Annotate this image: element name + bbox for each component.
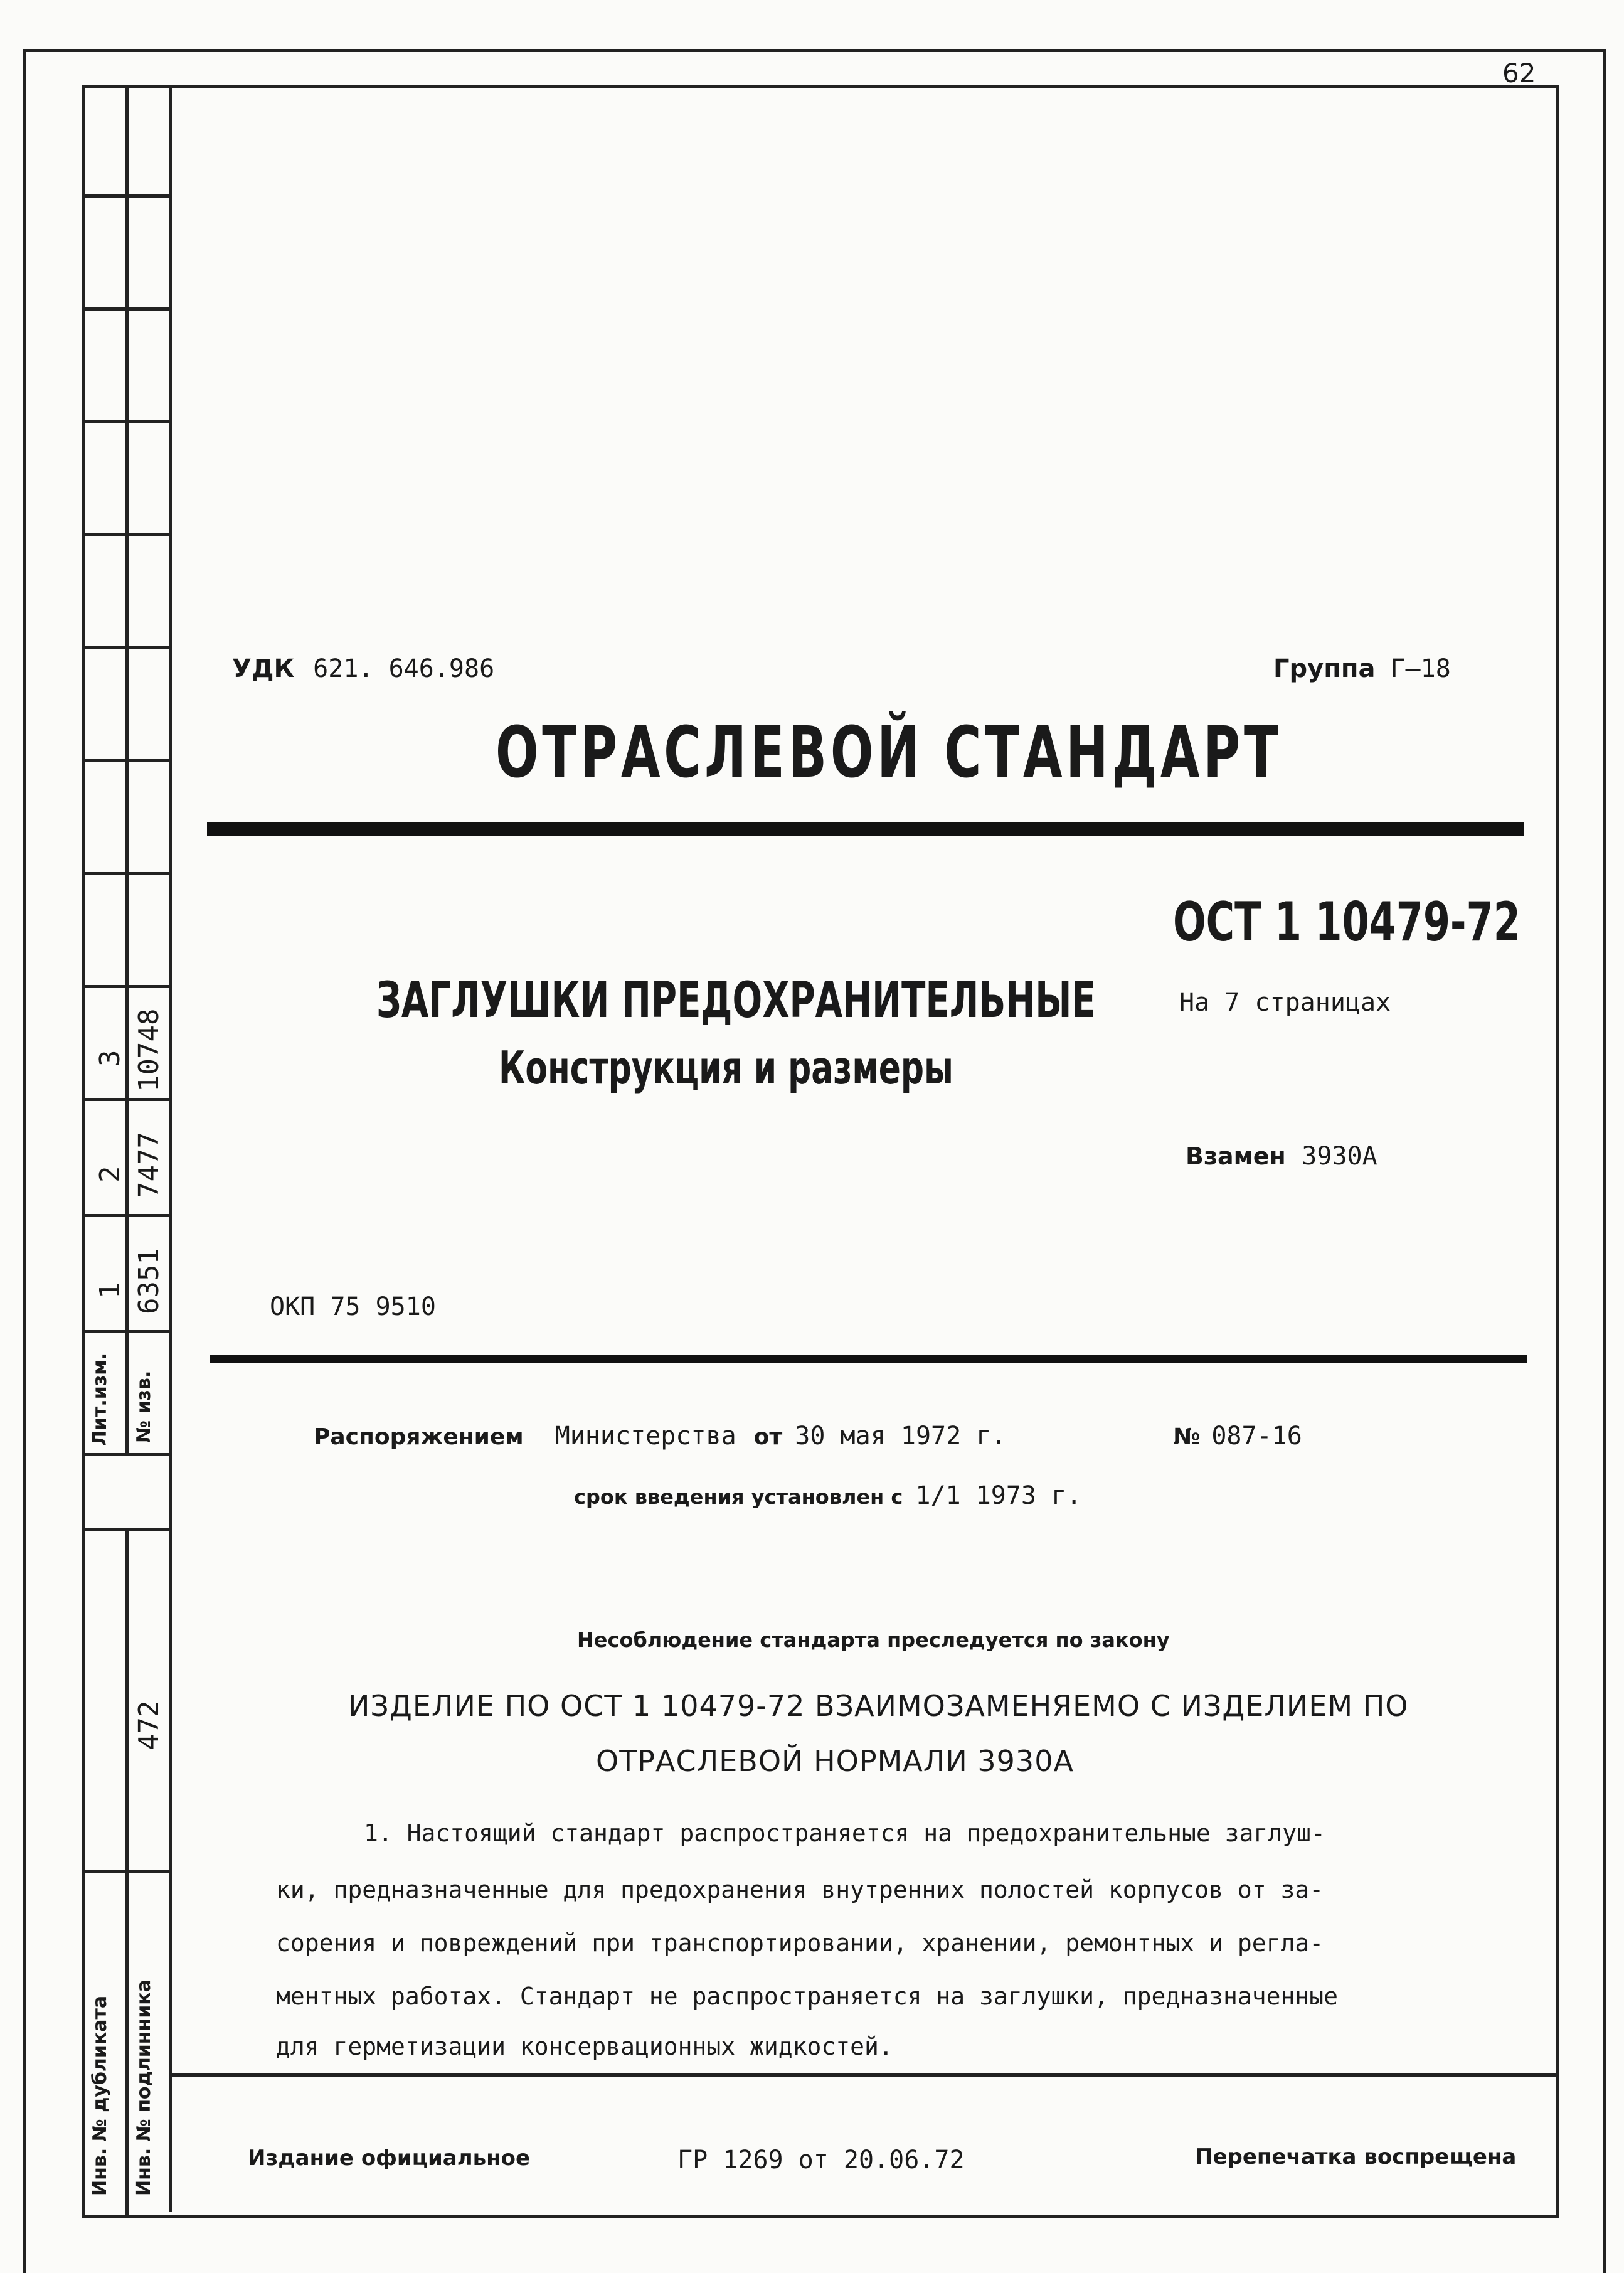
- order-from: от: [753, 1424, 783, 1450]
- intro-date: [574, 1481, 1081, 1510]
- order-date: 30 мая 1972 г.: [795, 1422, 1007, 1451]
- udk-label: УДК: [232, 654, 295, 683]
- order-number: [1173, 1421, 1302, 1451]
- num-label: № изв.: [133, 1370, 155, 1443]
- change-num-2: 7477: [133, 1132, 165, 1198]
- paragraph-line: ки, предназначенные для предохранения внутренних полостей корпусов от за-: [276, 1876, 1324, 1903]
- product-subtitle: Конструкция и размеры: [499, 1041, 953, 1094]
- change-num-1: 6351: [133, 1248, 165, 1314]
- side-cell-line: [82, 759, 172, 762]
- change-lit-2: 2: [94, 1166, 126, 1183]
- product-title: ЗАГЛУШКИ ПРЕДОХРАНИТЕЛЬНЫЕ: [376, 972, 1096, 1029]
- side-cell-line: [82, 1214, 172, 1217]
- footer-divider: [172, 2073, 1556, 2077]
- side-cell-line: [82, 1870, 172, 1873]
- header-rule: [210, 1355, 1527, 1363]
- okp-code: ОКП 75 9510: [270, 1292, 436, 1321]
- group-label: Группа: [1273, 654, 1376, 683]
- paragraph-line: 1. Настоящий стандарт распространяется на предохранительные заглуш-: [364, 1819, 1325, 1847]
- side-cell-line: [82, 1098, 172, 1101]
- side-cell-line: [82, 1453, 172, 1456]
- order-line: [314, 1421, 1006, 1451]
- replaces-value: 3930А: [1302, 1142, 1377, 1171]
- orig-inv-value: 472: [133, 1700, 165, 1750]
- side-cell-line: [82, 646, 172, 649]
- dup-inv-label: Инв. № дубликата: [89, 1995, 111, 2196]
- order-label: Распоряжением: [314, 1424, 524, 1450]
- order-number-value: 087-16: [1211, 1422, 1302, 1451]
- law-notice: Несоблюдение стандарта преследуется по закону: [577, 1628, 1170, 1652]
- change-lit-3: 3: [94, 1050, 126, 1067]
- paragraph-line: сорения и повреждений при транспортировании, хранении, ремонтных и регла-: [276, 1929, 1324, 1957]
- page-number: 62: [1502, 58, 1536, 88]
- replaces-label: Взамен: [1186, 1142, 1286, 1170]
- side-cell-line: [82, 194, 172, 198]
- order-authority: Министерства: [555, 1422, 736, 1451]
- interchange-line-2: ОТРАСЛЕВОЙ НОРМАЛИ 3930А: [596, 1744, 1074, 1778]
- orig-inv-label: Инв. № подлинника: [133, 1979, 155, 2196]
- change-lit-1: 1: [94, 1282, 126, 1299]
- standard-number: ОСТ 1 10479-72: [1173, 891, 1521, 954]
- side-cell-line: [82, 1528, 172, 1531]
- side-table-divider: [125, 85, 129, 1453]
- paragraph-line: для герметизации консервационных жидкостей.: [276, 2033, 893, 2060]
- intro-date-label: срок введения установлен с: [574, 1485, 903, 1509]
- interchange-line-1: ИЗДЕЛИЕ ПО ОСТ 1 10479-72 ВЗАИМОЗАМЕНЯЕМО С ИЗДЕЛИЕМ ПО: [348, 1689, 1409, 1723]
- footer-reprint: Перепечатка воспрещена: [1195, 2144, 1517, 2169]
- side-cell-line: [82, 1330, 172, 1333]
- replaces: [1186, 1142, 1377, 1171]
- footer-gr: ГР 1269 от 20.06.72: [677, 2146, 965, 2175]
- title-rule: [207, 822, 1524, 836]
- main-title: ОТРАСЛЕВОЙ СТАНДАРТ: [496, 712, 1282, 794]
- side-table-divider: [169, 85, 172, 2212]
- change-num-3: 10748: [133, 1008, 165, 1092]
- group-value: Г–18: [1390, 654, 1451, 683]
- paragraph-line: ментных работах. Стандарт не распространяется на заглушки, предназначенные: [276, 1983, 1338, 2010]
- footer-edition: Издание официальное: [248, 2146, 531, 2171]
- pages-info: На 7 страницах: [1179, 988, 1391, 1017]
- lit-label: Лит.изм.: [89, 1352, 111, 1446]
- side-cell-line: [82, 985, 172, 988]
- order-number-label: №: [1173, 1424, 1201, 1450]
- side-cell-line: [82, 872, 172, 875]
- udk-value: 621. 646.986: [313, 654, 495, 683]
- intro-date-value: 1/1 1973 г.: [915, 1481, 1082, 1510]
- side-cell-line: [82, 533, 172, 536]
- side-cell-line: [82, 307, 172, 311]
- side-cell-line: [82, 420, 172, 423]
- udk: [232, 654, 494, 683]
- group: [1273, 654, 1451, 683]
